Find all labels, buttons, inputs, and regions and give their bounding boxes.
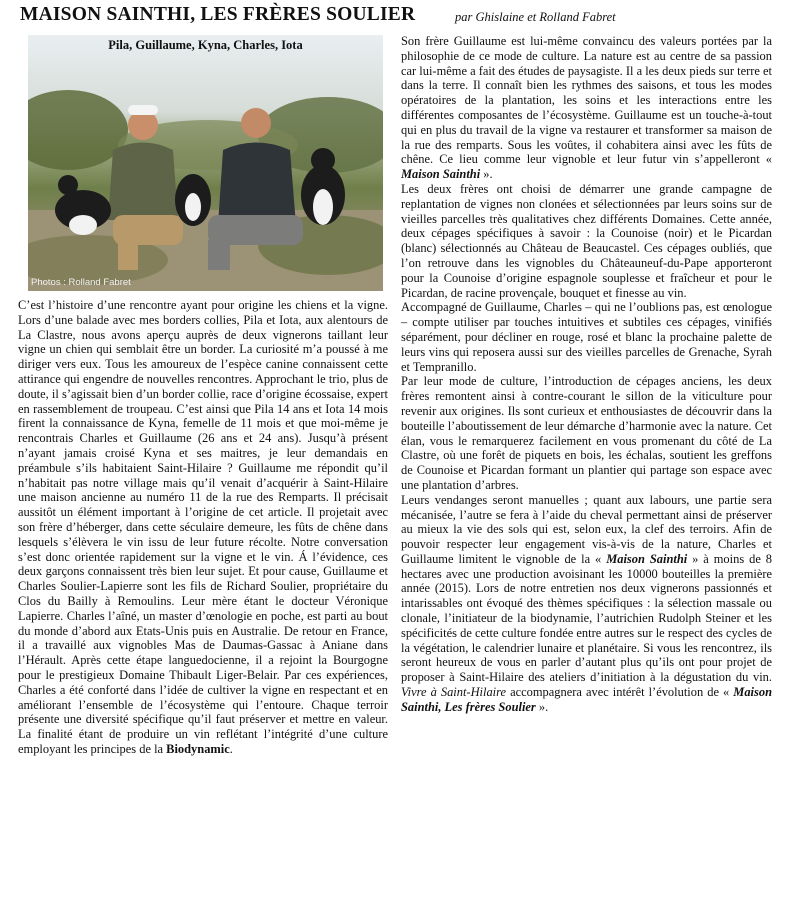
- photo-credit: Photos : Rolland Fabret: [31, 277, 131, 288]
- right-paragraph-4: Par leur mode de culture, l’introduction de cépages anciens, les deux frères remontent ainsi à contre-courant le sillon de la viticulture pour revenir aux origines. Ils sont curieux et enthousiastes de découvrir dans la bouteille l’aboutissement de leur démarche d’harmonie avec la nature. Cet élan, vous le remarquerez facilement en vous promenant du côté de La Clastre, où une forêt de piquets en bois, les échalas, soutient les greffons de Counoise et Picardan formant un plantier qui partage son espace avec une plantation d’arbres.: [401, 374, 772, 492]
- right-paragraph-5-after-mag: accompagnera avec intérêt l’évolution de «: [506, 685, 734, 700]
- photo-caption: Pila, Guillaume, Kyna, Charles, Iota: [108, 38, 303, 52]
- article-photo: [28, 35, 383, 291]
- left-column: [18, 298, 388, 757]
- right-column: [401, 34, 772, 715]
- article-byline: par Ghislaine et Rolland Fabret: [455, 10, 616, 24]
- brand-full-name: Maison Sainthi, Les frères Soulier: [401, 685, 772, 714]
- right-paragraph-5-start: Leurs vendanges seront manuelles ; quant aux labours, une partie sera mécanisée, l’autre se fera à l’aide du cheval permettant ainsi de préserver au mieux la vie des sols qui est, selon eux, la clef des terroirs. Afin de pouvoir respecter leur engagement vis-à-vis de la nature, Charles et Guillaume limitent le vignoble de la «: [401, 492, 772, 566]
- left-paragraph-period: .: [229, 741, 233, 756]
- right-paragraph-5-close: ».: [535, 699, 549, 714]
- left-paragraph-text: C’est l’histoire d’une rencontre ayant pour origine les chiens et la vigne. Lors d’une balade avec mes borders collies, Pila et Iota, aux alentours de La Clastre, nous avons aperçu auprès de deux vignerons taillant leur vigne un chien qui semblait être un border. La curiosité m’a poussé à me diriger vers eux. Tous les amoureux de l’espèce canine connaissent cette attirance qui engendre de nouvelles rencontres. Approchant le trio, plus de doute, il s’agissait bien d’un border collie, race d’origine écossaise, expert en rassemblement de troupeau. C’est ainsi que Pila 14 ans et Iota 14 mois firent la connaissance de Kyna, femelle de 11 mois et que moi-même je rencontrais Charles et Guillaume (26 ans et 24 ans). Jusqu’à présent n’ayant jamais croisé Kyna et ses maitres, je leur demandais en préambule s’ils habitaient Saint-Hilaire ? Guillaume me répondit qu’il n’habitait pas notre village mais qu’il venait d’acquérir à Saint-Hilaire une maison ancienne au numéro 11 de la rue des Remparts. Il précisait aussitôt un élément important à l’origine de cet article. Il projetait avec son frère d’héberger, dans cette séculaire demeure, les fûts de chêne dans lesquels s’élèvera le vin issu de leur future récolte. Notre conversation s’est donc orientée rapidement sur la vigne et le vin. Á l’évidence, ces deux garçons connaissent très bien leur sujet. Et pour cause, Guillaume et Charles Soulier-Lapierre sont les fils de Richard Soulier, propriétaire du Clos du Bailly à Remoulins. Leur mère étant le docteur Véronique Lapierre. Charles l’aîné, un master d’œnologie en poche, est parti au bout du monde d’abord aux Etats-Unis puis en Australie. De retour en France, il a travaillé aux vignobles Mas de Daumas-Gassac à Aniane dans l’Hérault. Après cette étape languedocienne, il a rejoint la Bourgogne pour le prestigieux Domaine Thibault Liger-Belair. Par ces expériences, Charles a été conforté dans l’idée de cultiver la vigne en respectant et en améliorant l’ensemble de l’écosystème qui l’entoure. Chaque terroir présente une diversité spécifique qu’il faut préserver et mettre en valeur. La finalité étant de produire un vin reflétant l’intégrité d’une culture employant les principes de la: [18, 298, 388, 756]
- right-paragraph-1: [401, 34, 772, 182]
- magazine-name: Vivre à Saint-Hilaire: [401, 685, 507, 700]
- right-paragraph-5-mid: » à moins de 8 hectares avec une production avoisinant les 10000 bouteilles la première année (2015). Lors de notre entretien nos deux vignerons passionnés et intarissables ont évoqué des thèmes spécifiques : la sélection massale ou clonale, l’initiateur de la biodynamie, l’autrichien Rudolph Steiner et les spécificités de cette culture fondée entre autres sur le respect des cycles de la végétation, le calendrier lunaire et planétaire. Si vous les rencontrez, ils seront heureux de vous en parler d’autant plus qu’ils ont pour projet de proposer à Saint-Hilaire des ateliers d’initiation à la dégustation du vin.: [401, 551, 773, 685]
- right-paragraph-2: Les deux frères ont choisi de démarrer une grande campagne de replantation de vignes non clonées et sélectionnées par leurs soins sur de vieilles parcelles très qualitatives chez différents Domaines. Cette année, deux cépages spécifiques à savoir : la Counoise (noir) et le Picardan (blanc) sélectionnés au Château de Beaucastel. Ces cépages oubliés, que l’on retrouve dans les vignobles du Châteauneuf-du-Pape apporteront pour la Counoise d’origine espagnole souplesse et fraîcheur et pour le Picardan, de racine provençale, bouquet et finesse au vin.: [401, 181, 772, 300]
- brand-name: Maison Sainthi: [606, 551, 688, 566]
- right-paragraph-5: [401, 493, 772, 715]
- right-paragraph-3: Accompagné de Guillaume, Charles – qui ne l’oublions pas, est œnologue – compte utiliser par touches intuitives et subtiles ces cépages, vinifiés séparément, pour décliner en rouge, rosé et blanc la prochaine palette de leurs vins qui reposera aussi sur des vieilles parcelles de Grenache, Syrah et Tempranillo.: [401, 300, 772, 374]
- brand-name: Maison Sainthi: [401, 167, 481, 182]
- article-title: MAISON SAINTHI, LES FRÈRES SOULIER: [20, 4, 416, 25]
- right-paragraph-1-end: ».: [480, 167, 493, 182]
- biodynamic-term: Biodynamic: [166, 741, 230, 756]
- photo-illustration: [28, 35, 383, 291]
- article-header: [20, 4, 790, 30]
- right-paragraph-1-text: Son frère Guillaume est lui-même convaincu des valeurs portées par la philosophie de ce mode de culture. La nature est au centre de sa passion car lui-même a fait des études de paysagiste. Il a les deux pieds sur terre et dans la terre. Il connaît bien les rythmes des saisons, et tous les modes opératoires de la plantation, les soins et les interactions entre les différentes composantes de l’écosystème. Guillaume est un touche-à-tout qui en plus du travail de la vigne va restaurer et transformer sa maison de la rue des remparts. Sous les voûtes, il cohabitera ainsi avec les fûts de chêne. Ce lieu comme leur vignoble et leur futur vin s’appelleront «: [401, 34, 772, 167]
- left-paragraph: [18, 298, 388, 757]
